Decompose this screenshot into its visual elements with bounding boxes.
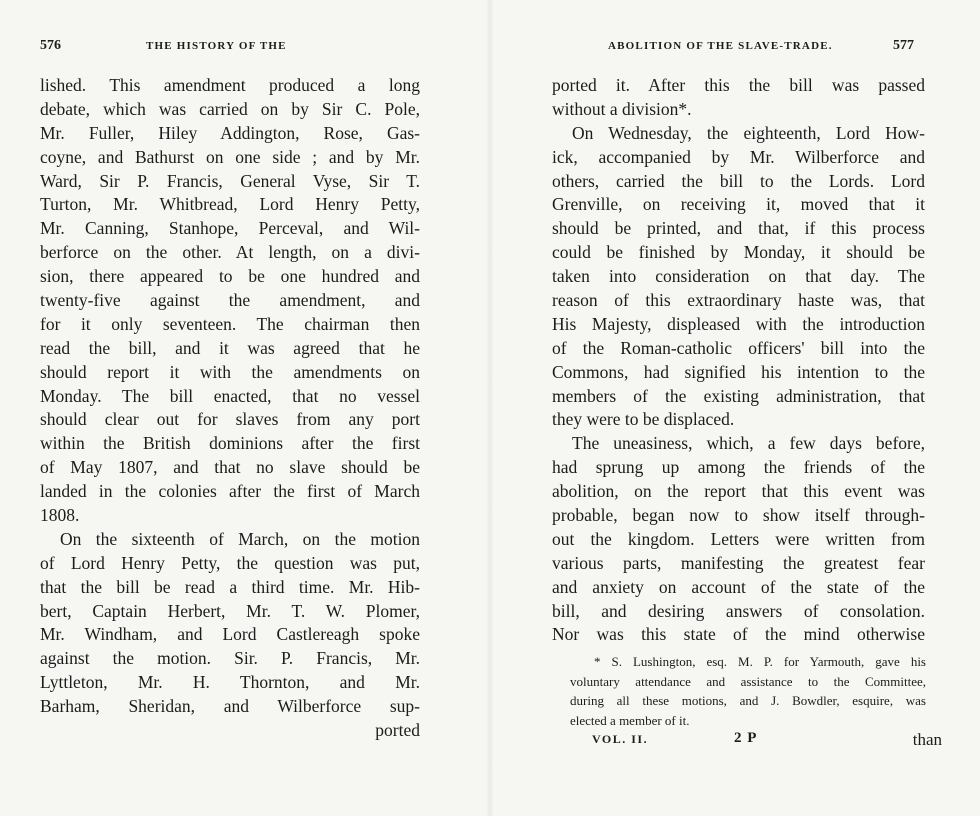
right-body-text <box>552 74 925 647</box>
text-line: that the bill be read a third time. Mr. Hib- <box>40 576 420 597</box>
text-line: should report it with the amendments on <box>40 361 420 382</box>
text-line: bill, and desiring answers of consolation. <box>552 600 925 621</box>
text-line: read the bill, and it was agreed that he <box>40 337 420 358</box>
text-line: of the Roman-catholic officers' bill into the <box>552 337 925 358</box>
text-line: debate, which was carried on by Sir C. Pole, <box>40 98 420 119</box>
text-line: members of the existing administration, that <box>552 385 925 406</box>
text-line: against the motion. Sir. P. Francis, Mr. <box>40 648 420 669</box>
text-line: Mr. Windham, and Lord Castlereagh spoke <box>40 624 420 645</box>
text-line: berforce on the other. At length, on a divi- <box>40 242 420 263</box>
text-line: within the British dominions after the first <box>40 433 420 454</box>
text-line: Mr. Canning, Stanhope, Perceval, and Wil- <box>40 218 420 239</box>
text-line: without a division*. <box>552 98 692 119</box>
text-line: out the kingdom. Letters were written from <box>552 528 925 549</box>
text-line: landed in the colonies after the first of March <box>40 481 420 502</box>
left-running-title: THE HISTORY OF THE <box>146 40 287 52</box>
footnote <box>570 652 926 730</box>
text-line: of May 1807, and that no slave should be <box>40 457 420 478</box>
catchword: ported <box>375 720 420 741</box>
text-line: Commons, had signified his intention to the <box>552 361 925 382</box>
footnote-line: elected a member of it. <box>570 712 690 728</box>
text-line: could be finished by Monday, it should be <box>552 242 925 263</box>
text-line: ick, accompanied by Mr. Wilberforce and <box>552 146 925 167</box>
text-line: sion, there appeared to be one hundred and <box>40 266 420 287</box>
signature-mark: 2 P <box>734 730 758 746</box>
text-line: probable, began now to show itself through- <box>552 505 925 526</box>
text-line: taken into consideration on that day. The <box>552 266 925 287</box>
right-running-head <box>554 38 914 58</box>
text-line: for it only seventeen. The chairman then <box>40 313 420 334</box>
right-running-title: ABOLITION OF THE SLAVE-TRADE. <box>608 40 833 52</box>
left-running-head <box>40 38 420 58</box>
text-line: and anxiety on account of the state of the <box>552 576 925 597</box>
footnote-line: voluntary attendance and assistance to the Committee, <box>570 673 926 689</box>
catchword: than <box>912 730 942 749</box>
text-line: various parts, manifesting the greatest fear <box>552 552 925 573</box>
text-line: bert, Captain Herbert, Mr. T. W. Plomer, <box>40 600 420 621</box>
text-line: should be printed, and that, if this process <box>552 218 925 239</box>
left-page-number: 576 <box>40 38 61 53</box>
text-line: ported it. After this the bill was passed <box>552 75 925 95</box>
text-line: others, carried the bill to the Lords. Lord <box>552 170 925 191</box>
footnote-line: during all these motions, and J. Bowdler, esquire, was <box>570 693 926 708</box>
text-line: On the sixteenth of March, on the motion <box>60 528 420 549</box>
volume-signature: VOL. II. <box>592 732 649 746</box>
text-line: abolition, on the report that this event was <box>552 481 925 502</box>
text-line: of Lord Henry Petty, the question was put, <box>40 552 420 573</box>
text-line: reason of this extraordinary haste was, that <box>552 290 925 311</box>
text-line: should clear out for slaves from any port <box>40 409 420 430</box>
text-line: 1808. <box>40 505 80 526</box>
text-line: Ward, Sir P. Francis, General Vyse, Sir T. <box>40 170 420 191</box>
right-page <box>490 0 980 816</box>
footnote-line: * S. Lushington, esq. M. P. for Yarmouth, gave his <box>594 654 926 669</box>
text-line: lished. This amendment produced a long <box>40 75 420 95</box>
text-line: On Wednesday, the eighteenth, Lord How- <box>572 122 925 143</box>
signature-row <box>592 730 942 752</box>
left-body-text <box>40 74 420 743</box>
text-line: had sprung up among the friends of the <box>552 457 925 478</box>
text-line: Monday. The bill enacted, that no vessel <box>40 385 420 406</box>
text-line: The uneasiness, which, a few days before, <box>572 433 925 454</box>
text-line: His Majesty, displeased with the introduction <box>552 313 925 334</box>
right-page-number: 577 <box>893 38 914 53</box>
text-line: Barham, Sheridan, and Wilberforce sup- <box>40 696 420 717</box>
text-line: Lyttleton, Mr. H. Thornton, and Mr. <box>40 672 420 693</box>
text-line: Mr. Fuller, Hiley Addington, Rose, Gas- <box>40 122 420 143</box>
text-line: Nor was this state of the mind otherwise <box>552 624 925 645</box>
text-line: they were to be displaced. <box>552 409 735 430</box>
text-line: Grenville, on receiving it, moved that it <box>552 194 925 215</box>
text-line: Turton, Mr. Whitbread, Lord Henry Petty, <box>40 194 420 215</box>
text-line: coyne, and Bathurst on one side ; and by Mr. <box>40 146 420 167</box>
text-line: twenty-five against the amendment, and <box>40 290 420 311</box>
